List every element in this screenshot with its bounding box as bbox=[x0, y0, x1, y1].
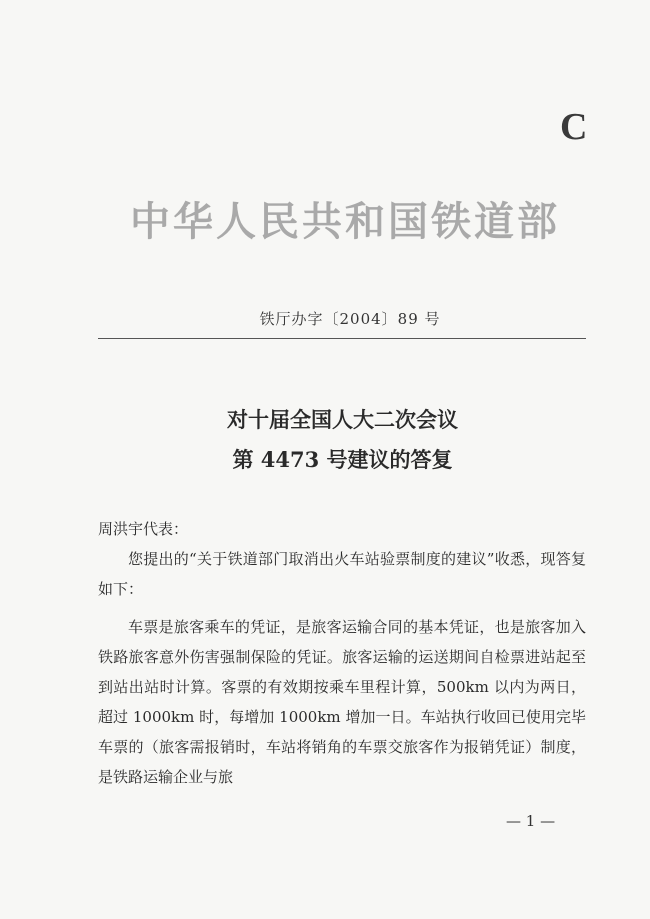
document-title-line-2: 第 4473 号建议的答复 bbox=[232, 447, 453, 472]
salutation: 周洪宇代表： bbox=[98, 520, 189, 538]
paragraph-gap bbox=[98, 604, 586, 612]
page-number: — 1 — bbox=[506, 812, 556, 830]
body-paragraph-1: 您提出的“关于铁道部门取消出火车站验票制度的建议”收悉，现答复如下： bbox=[98, 550, 586, 598]
document-number: 铁厅办字〔2004〕89 号 bbox=[259, 310, 441, 328]
document-title-line-1: 对十届全国人大二次会议 bbox=[227, 407, 458, 432]
body-paragraph-2: 车票是旅客乘车的凭证，是旅客运输合同的基本凭证，也是旅客加入铁路旅客意外伤害强制保险的凭证。旅客运输的运送期间自检票进站起至到站出站时计算。客票的有效期按乘车里程计算，500km 以内为两日，超过 1000km 时，每增加 1000km 增加一日。车站执行收回已使用完毕车票的（旅客需报销时，车站将销角的车票交旅客作为报销凭证）制度，是铁路运输企业与旅 bbox=[98, 618, 586, 786]
classification-mark: C bbox=[560, 106, 588, 148]
issuer-heading: 中华人民共和国铁道部 bbox=[130, 199, 560, 245]
header-divider bbox=[98, 338, 586, 339]
document-body bbox=[98, 514, 586, 792]
